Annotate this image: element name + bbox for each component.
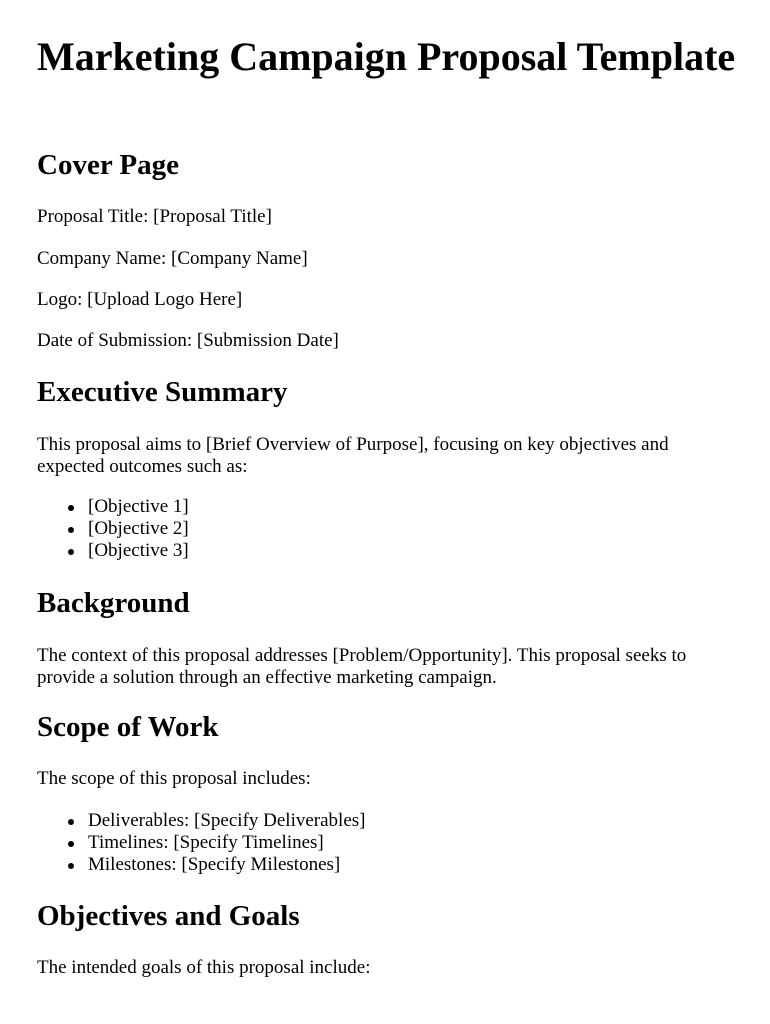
bullet-icon <box>68 863 74 869</box>
list-item-text: Timelines: [Specify Timelines] <box>88 832 324 853</box>
scope-list <box>37 810 366 876</box>
list-item <box>37 854 366 876</box>
logo-field: Logo: [Upload Logo Here] <box>37 289 243 310</box>
list-item <box>37 496 189 518</box>
executive-summary-heading: Executive Summary <box>37 376 288 408</box>
bullet-icon <box>68 505 74 511</box>
submission-date-field: Date of Submission: [Submission Date] <box>37 330 339 351</box>
objectives-list <box>37 496 189 562</box>
company-name-field: Company Name: [Company Name] <box>37 248 308 269</box>
list-item <box>37 832 366 854</box>
bullet-icon <box>68 841 74 847</box>
list-item-text: Deliverables: [Specify Deliverables] <box>88 810 366 831</box>
list-item-text: [Objective 3] <box>88 540 189 561</box>
background-heading: Background <box>37 587 190 619</box>
bullet-icon <box>68 527 74 533</box>
scope-of-work-heading: Scope of Work <box>37 711 219 743</box>
objectives-goals-text: The intended goals of this proposal include: <box>37 957 371 978</box>
bullet-icon <box>68 819 74 825</box>
document-title: Marketing Campaign Proposal Template <box>37 34 736 79</box>
list-item <box>37 540 189 562</box>
list-item-text: [Objective 1] <box>88 496 189 517</box>
list-item-text: Milestones: [Specify Milestones] <box>88 854 341 875</box>
bullet-icon <box>68 549 74 555</box>
executive-summary-text: This proposal aims to [Brief Overview of Purpose], focusing on key objectives and expected outcomes such as: <box>37 434 669 477</box>
proposal-title-field: Proposal Title: [Proposal Title] <box>37 206 272 227</box>
scope-of-work-text: The scope of this proposal includes: <box>37 768 311 789</box>
list-item <box>37 518 189 540</box>
background-text: The context of this proposal addresses [Problem/Opportunity]. This proposal seeks to provide a solution through an effective marketing campaign. <box>37 645 687 688</box>
objectives-goals-heading: Objectives and Goals <box>37 900 300 932</box>
list-item <box>37 810 366 832</box>
list-item-text: [Objective 2] <box>88 518 189 539</box>
cover-page-heading: Cover Page <box>37 149 179 181</box>
